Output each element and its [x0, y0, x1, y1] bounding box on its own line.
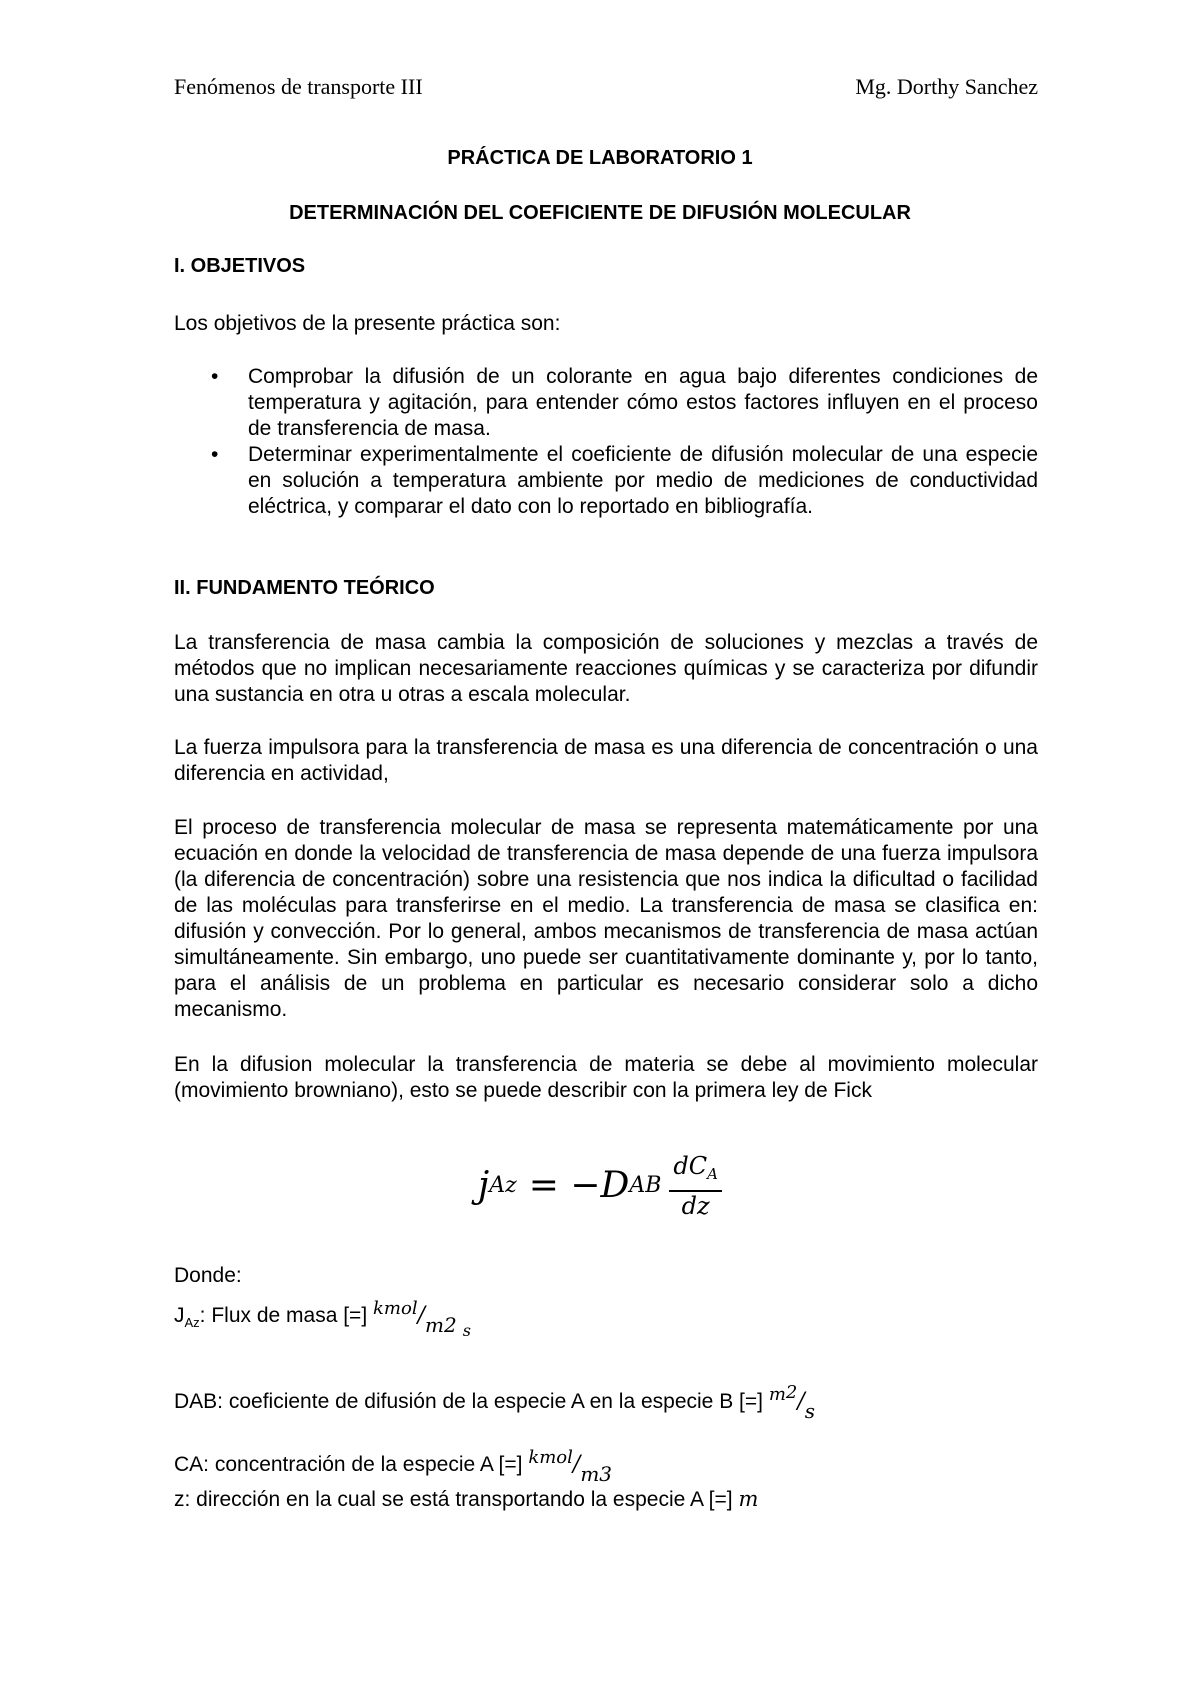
list-item-text: Comprobar la difusión de un colorante en agua bajo diferentes condiciones de temperatura y agitación, para entender cómo estos factores influyen en el proceso de transferencia de masa.	[248, 365, 1038, 440]
definition-dab: DAB: coeficiente de difusión de la especie A en la especie B [=] m2/s	[174, 1382, 816, 1423]
list-item	[174, 442, 1038, 520]
list-item-text: Determinar experimentalmente el coeficiente de difusión molecular de una especie en solución a temperatura ambiente por medio de mediciones de conductividad eléctrica, y comparar el dato con lo reportado en bibliografía.	[248, 443, 1038, 518]
fraction-numerator: $dC_A$	[669, 1152, 722, 1192]
paragraph: La fuerza impulsora para la transferencia de masa es una diferencia de concentración o una diferencia en actividad,	[174, 736, 1038, 785]
list-item	[174, 364, 1038, 442]
paragraph: La transferencia de masa cambia la composición de soluciones y mezclas a través de métodos que no implican necesariamente reacciones químicas y se caracteriza por difundir una sustancia en otra u otras a escala molecular.	[174, 631, 1038, 706]
unit-kmol-m2-s: kmol/m2 $_s$	[373, 1298, 471, 1340]
paragraph: El proceso de transferencia molecular de masa se representa matemáticamente por una ecuación en donde la velocidad de transferencia de masa depende de una fuerza impulsora (la diferencia de concentración) sobre una resistencia que nos indica la dificultad o facilidad de las moléculas para transferirse en el medio. La transferencia de masa se clasifica en: difusión y convección. Por lo general, ambos mecanismos de transferencia de masa actúan simultáneamente. Sin embargo, uno puede ser cuantitativamente dominante y, por lo tanto, para el análisis de un problema en particular es necesario considerar solo a dicho mecanismo.	[174, 816, 1038, 1021]
objectives-list	[174, 364, 1038, 520]
fick-equation	[0, 1152, 1200, 1220]
bullet-icon: •	[211, 443, 219, 466]
definitions-label: Donde:	[174, 1264, 242, 1287]
document-title: PRÁCTICA DE LABORATORIO 1	[447, 147, 753, 169]
unit-m2-s: m2/s	[768, 1382, 816, 1423]
equation-coef-sub: AB	[629, 1173, 662, 1198]
fraction-denominator: dz	[681, 1192, 710, 1220]
paragraph: En la difusion molecular la transferencia de materia se debe al movimiento molecular (movimiento browniano), esto se puede describir con la primera ley de Fick	[174, 1053, 1038, 1102]
definition-ca: CA: concentración de la especie A [=] kmol/m3	[174, 1447, 613, 1486]
section-heading-objetivos: I. OBJETIVOS	[174, 255, 306, 277]
bullet-icon: •	[211, 365, 219, 388]
page-header	[174, 74, 1038, 100]
unit-m: m	[738, 1487, 759, 1511]
equation-fraction	[669, 1152, 722, 1220]
document-subtitle: DETERMINACIÓN DEL COEFICIENTE DE DIFUSIÓN MOLECULAR	[289, 202, 911, 224]
section-heading-fundamento: II. FUNDAMENTO TEÓRICO	[174, 577, 435, 599]
definition-jaz: $J_{Az}$: Flux de masa [=] kmol/m2 $_s$	[174, 1296, 1074, 1344]
header-course: Fenómenos de transporte III	[174, 74, 423, 99]
unit-kmol-m3: kmol/m3	[528, 1447, 613, 1486]
equation-lhs-sub: Az	[489, 1173, 517, 1198]
definition-z: z: dirección en la cual se está transportando la especie A [=] m	[174, 1487, 759, 1511]
equation-equals: = −D	[528, 1165, 630, 1206]
header-author: Mg. Dorthy Sanchez	[855, 74, 1038, 99]
equation-lhs: j	[478, 1165, 490, 1206]
objectives-intro: Los objetivos de la presente práctica son:	[174, 312, 561, 335]
